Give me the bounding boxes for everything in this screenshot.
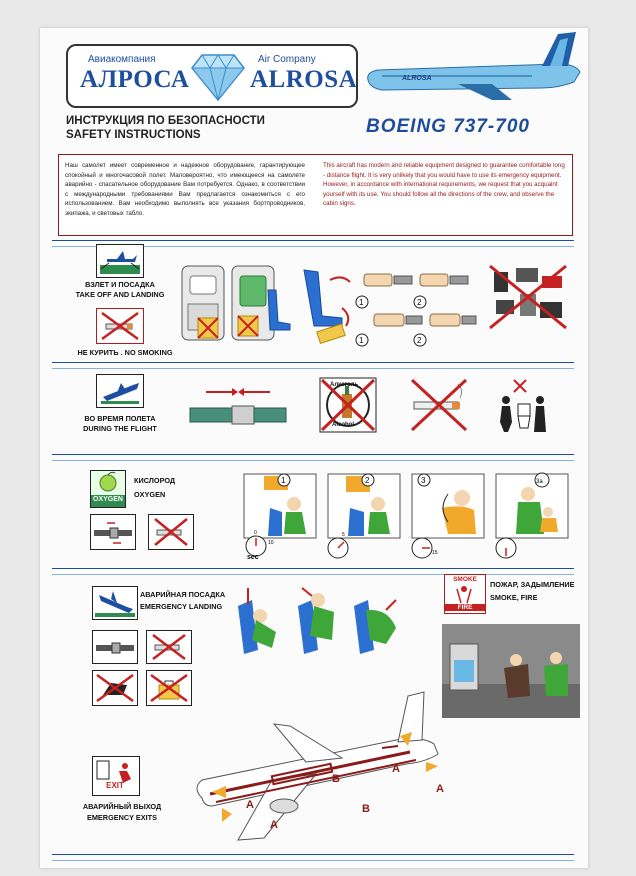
diamond-icon	[190, 50, 246, 102]
timer-sec: sec	[247, 554, 259, 560]
exit-map-aircraft	[186, 688, 458, 844]
divider	[52, 568, 574, 575]
divider	[52, 362, 574, 369]
oxygen-label-en: OXYGEN	[134, 490, 166, 499]
exits-label-en: EMERGENCY EXITS	[86, 813, 157, 822]
belt-step-2: 2	[417, 298, 422, 307]
seatbelt-icon	[90, 514, 136, 550]
seatbelt-steps-illustration	[354, 264, 480, 352]
seat-upright-illustration	[260, 268, 360, 352]
alcohol-label-en: Alcohol	[332, 422, 354, 428]
safety-card	[40, 28, 588, 868]
exit-sign-label: EXIT	[106, 781, 124, 790]
no-smoking-label: НЕ КУРИТЬ . NO SMOKING	[77, 348, 173, 357]
logo-ru-name: АЛРОСА	[80, 66, 190, 93]
belt-step-4: 2	[417, 336, 422, 345]
exits-label-ru: АВАРИЙНЫЙ ВЫХОД	[82, 802, 162, 811]
aircraft-model: BOEING 737-700	[366, 116, 530, 137]
fire-label-en: SMOKE, FIRE	[490, 593, 538, 602]
no-high-heels-icon	[92, 670, 138, 706]
aircraft-illustration	[362, 28, 584, 104]
exit-sign-icon	[92, 756, 140, 796]
oxygen-mask-steps-illustration	[242, 468, 572, 560]
title-ru: ИНСТРУКЦИЯ ПО БЕЗОПАСНОСТИ	[66, 115, 265, 127]
brace-position-illustration	[236, 580, 414, 668]
oxygen-step-2: 2	[365, 476, 370, 485]
no-alcohol-icon	[318, 376, 378, 434]
fire-icon-bottom: FIRE	[445, 604, 485, 611]
exit-a-right: A	[392, 763, 400, 775]
no-smoking-small-icon	[148, 514, 194, 550]
timer-0: 0	[254, 530, 257, 536]
livery-text: ALROSA	[402, 75, 432, 82]
seatbelt-fastened-illustration	[188, 386, 288, 430]
oxygen-icon-label: OXYGEN	[93, 496, 123, 503]
smoke-fire-icon	[444, 574, 486, 614]
takeoff-label-ru: ВЗЛЕТ И ПОСАДКА	[85, 280, 155, 289]
timer-5: 5	[342, 532, 345, 538]
intro-text-ru: Наш самолет имеет современное и надежное оборудование, гарантирующее спокойный и многочасовой полет. Маловероятно, что имеющееся на самолете аварийно - спасательное оборудование Вам потребуется. Однако, в соответствии с международными требованиями Вам предлагается ознакомиться с его использованием. Вам необходимо выполнять все указания бортпроводников, экипажа, и световых табло.	[65, 162, 305, 217]
smoke-icon-top: SMOKE	[453, 576, 477, 583]
fire-label-ru: ПОЖАР, ЗАДЫМЛЕНИЕ	[490, 580, 575, 589]
timer-10: 10	[268, 540, 274, 546]
exit-a-left: A	[246, 799, 254, 811]
emergency-landing-label-en: EMERGENCY LANDING	[140, 602, 223, 611]
airline-logo	[66, 44, 358, 108]
in-flight-icon	[96, 374, 144, 408]
belt-step-3: 1	[359, 336, 364, 345]
no-smoking-small-icon	[146, 630, 192, 664]
logo-en-name: ALROSA	[250, 66, 358, 93]
seatbelt-icon	[92, 630, 138, 664]
oxygen-step-3a: 3a	[536, 479, 543, 485]
title-en: SAFETY INSTRUCTIONS	[66, 129, 201, 141]
smoke-evacuation-illustration	[442, 624, 580, 718]
timer-15: 15	[432, 550, 438, 556]
divider	[52, 854, 574, 861]
flight-label-ru: ВО ВРЕМЯ ПОЛЕТА	[84, 414, 156, 423]
no-electronics-icon	[486, 262, 570, 334]
logo-en-prefix: Air Company	[258, 54, 316, 65]
alcohol-label-ru: Алкоголь	[330, 382, 359, 388]
no-smoking-cigarette-icon	[408, 376, 470, 434]
divider	[52, 454, 574, 461]
flight-label-en: DURING THE FLIGHT	[83, 424, 157, 433]
intro-box	[58, 154, 573, 236]
exit-a-right-rear: A	[436, 783, 444, 795]
no-smoking-icon	[96, 308, 144, 344]
exit-b-upper: B	[332, 773, 340, 785]
belt-step-1: 1	[359, 298, 364, 307]
takeoff-landing-icon	[96, 244, 144, 278]
emergency-landing-label-ru: АВАРИЙНАЯ ПОСАДКА	[140, 590, 226, 599]
emergency-landing-icon	[92, 586, 138, 620]
exit-b-lower: B	[362, 803, 370, 815]
logo-ru-prefix: Авиакомпания	[88, 54, 156, 65]
oxygen-label-ru: КИСЛОРОД	[134, 476, 176, 485]
oxygen-step-3: 3	[421, 476, 426, 485]
no-smoking-lavatory-icon	[496, 376, 550, 434]
takeoff-label-en: TAKE OFF AND LANDING	[75, 290, 165, 299]
intro-text-en: This aircraft has modern and reliable equipment designed to guarantee comfortable long - distance flight. It is very unlikely that you would have to use its emergency equipment. However, in accordance with international requirements, we request that you acquaint yourself with its use. You should follow all the directions of the crew, and observe the cabin signs.	[323, 162, 565, 208]
oxygen-step-1: 1	[281, 476, 286, 485]
exit-a-left-rear: A	[270, 819, 278, 831]
oxygen-icon	[90, 470, 126, 508]
